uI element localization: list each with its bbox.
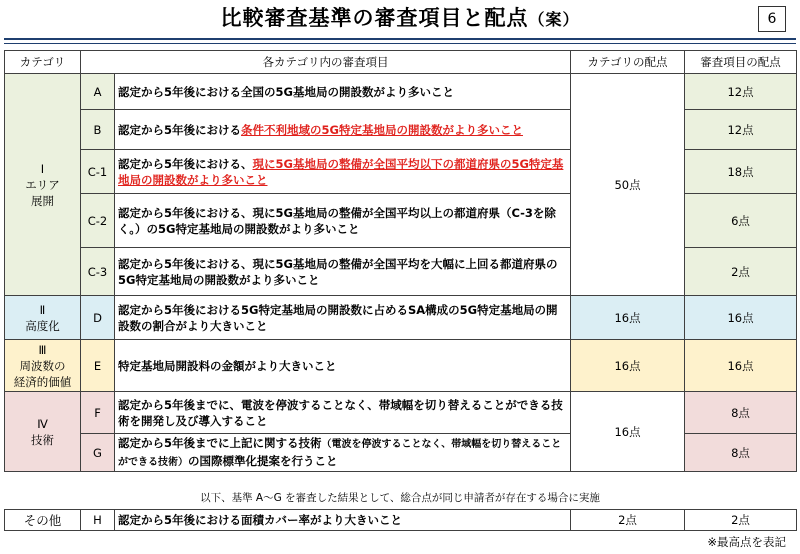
item-text-emphasis: 条件不利地域の5G特定基地局の開設数がより多いこと bbox=[241, 122, 523, 137]
item-points: 6点 bbox=[685, 194, 797, 248]
item-points: 12点 bbox=[685, 110, 797, 150]
category-num: Ⅳ bbox=[37, 416, 48, 431]
item-code: A bbox=[81, 74, 115, 110]
category-points: 2点 bbox=[571, 510, 685, 531]
category-label: 周波数の bbox=[19, 358, 66, 373]
item-points: 8点 bbox=[685, 434, 797, 472]
item-code: H bbox=[81, 510, 115, 531]
category-label-2: 経済的価値 bbox=[13, 374, 72, 389]
item-text bbox=[115, 110, 571, 150]
item-points: 18点 bbox=[685, 150, 797, 194]
item-points: 2点 bbox=[685, 510, 797, 531]
table-row bbox=[5, 340, 797, 392]
item-text-pre: 認定から5年後における、 bbox=[118, 156, 253, 171]
category-points: 16点 bbox=[571, 340, 685, 392]
category-points: 50点 bbox=[571, 74, 685, 296]
item-text bbox=[115, 434, 571, 472]
item-text: 特定基地局開設料の金額がより大きいこと bbox=[115, 340, 571, 392]
item-code: E bbox=[81, 340, 115, 392]
item-code: F bbox=[81, 392, 115, 434]
title-rule-bottom bbox=[4, 43, 796, 44]
header-items: 各カテゴリ内の審査項目 bbox=[81, 51, 571, 74]
category-num: Ⅱ bbox=[39, 302, 46, 317]
category-num: Ⅲ bbox=[38, 342, 47, 357]
category-technology bbox=[5, 392, 81, 472]
header-cat-points: カテゴリの配点 bbox=[571, 51, 685, 74]
category-economic-value bbox=[5, 340, 81, 392]
table-row bbox=[5, 296, 797, 340]
category-num: Ⅰ bbox=[40, 161, 45, 176]
other-criteria-table bbox=[4, 509, 797, 531]
item-text: 認定から5年後における5G特定基地局の開設数に占めるSA構成の5G特定基地局の開設数の割合がより大きいこと bbox=[115, 296, 571, 340]
item-code: C-3 bbox=[81, 248, 115, 296]
item-points: 12点 bbox=[685, 74, 797, 110]
page-number: 6 bbox=[758, 6, 786, 32]
title-suffix: （案） bbox=[528, 10, 580, 29]
item-code: C-1 bbox=[81, 150, 115, 194]
item-code: D bbox=[81, 296, 115, 340]
item-text: 認定から5年後における、現に5G基地局の整備が全国平均以上の都道府県（C-3を除く。）の5G特定基地局の開設数がより多いこと bbox=[115, 194, 571, 248]
category-points: 16点 bbox=[571, 296, 685, 340]
item-text-emphasis: 現に5G基地局の整備が全国平均以下の都道府県の5G特定基地局の開設数がより多いこと bbox=[118, 156, 564, 187]
page-title bbox=[0, 2, 800, 32]
header-row bbox=[5, 51, 797, 74]
item-points: 16点 bbox=[685, 296, 797, 340]
category-area bbox=[5, 74, 81, 296]
category-label-2: 展開 bbox=[31, 193, 54, 208]
table-row bbox=[5, 510, 797, 531]
header-category: カテゴリ bbox=[5, 51, 81, 74]
item-text-pre: 認定から5年後における bbox=[118, 122, 242, 137]
category-label: 高度化 bbox=[25, 318, 60, 333]
item-code: C-2 bbox=[81, 194, 115, 248]
item-text-small: （電波を停波することなく、帯域幅を切り替えることができる技術） bbox=[118, 438, 562, 468]
category-label: 技術 bbox=[31, 432, 54, 447]
item-points: 16点 bbox=[685, 340, 797, 392]
item-text: 認定から5年後までに、電波を停波することなく、帯域幅を切り替えることができる技術を開発し及び導入すること bbox=[115, 392, 571, 434]
category-points: 16点 bbox=[571, 392, 685, 472]
category-label: エリア bbox=[25, 177, 60, 192]
item-code: B bbox=[81, 110, 115, 150]
title-text: 比較審査基準の審査項目と配点 bbox=[220, 6, 529, 30]
title-rule-top bbox=[4, 38, 796, 40]
table-row bbox=[5, 74, 797, 110]
item-points: 2点 bbox=[685, 248, 797, 296]
category-other: その他 bbox=[5, 510, 81, 531]
item-text-pre: 認定から5年後までに上記に関する技術 bbox=[118, 435, 322, 450]
category-advancement bbox=[5, 296, 81, 340]
criteria-table bbox=[4, 50, 797, 472]
item-text: 認定から5年後における全国の5G基地局の開設数がより多いこと bbox=[115, 74, 571, 110]
tiebreak-note: 以下、基準 A～G を審査した結果として、総合点が同じ申請者が存在する場合に実施 bbox=[200, 492, 600, 504]
item-points: 8点 bbox=[685, 392, 797, 434]
item-text-post: の国際標準化提案を行うこと bbox=[188, 453, 338, 468]
table-row bbox=[5, 392, 797, 434]
header-item-points: 審査項目の配点 bbox=[685, 51, 797, 74]
item-text: 認定から5年後における、現に5G基地局の整備が全国平均を大幅に上回る都道府県の5G特定基地局の開設数がより多いこと bbox=[115, 248, 571, 296]
item-text: 認定から5年後における面積カバー率がより大きいこと bbox=[115, 510, 571, 531]
item-text bbox=[115, 150, 571, 194]
footnote: ※最高点を表記 bbox=[707, 535, 786, 549]
item-code: G bbox=[81, 434, 115, 472]
